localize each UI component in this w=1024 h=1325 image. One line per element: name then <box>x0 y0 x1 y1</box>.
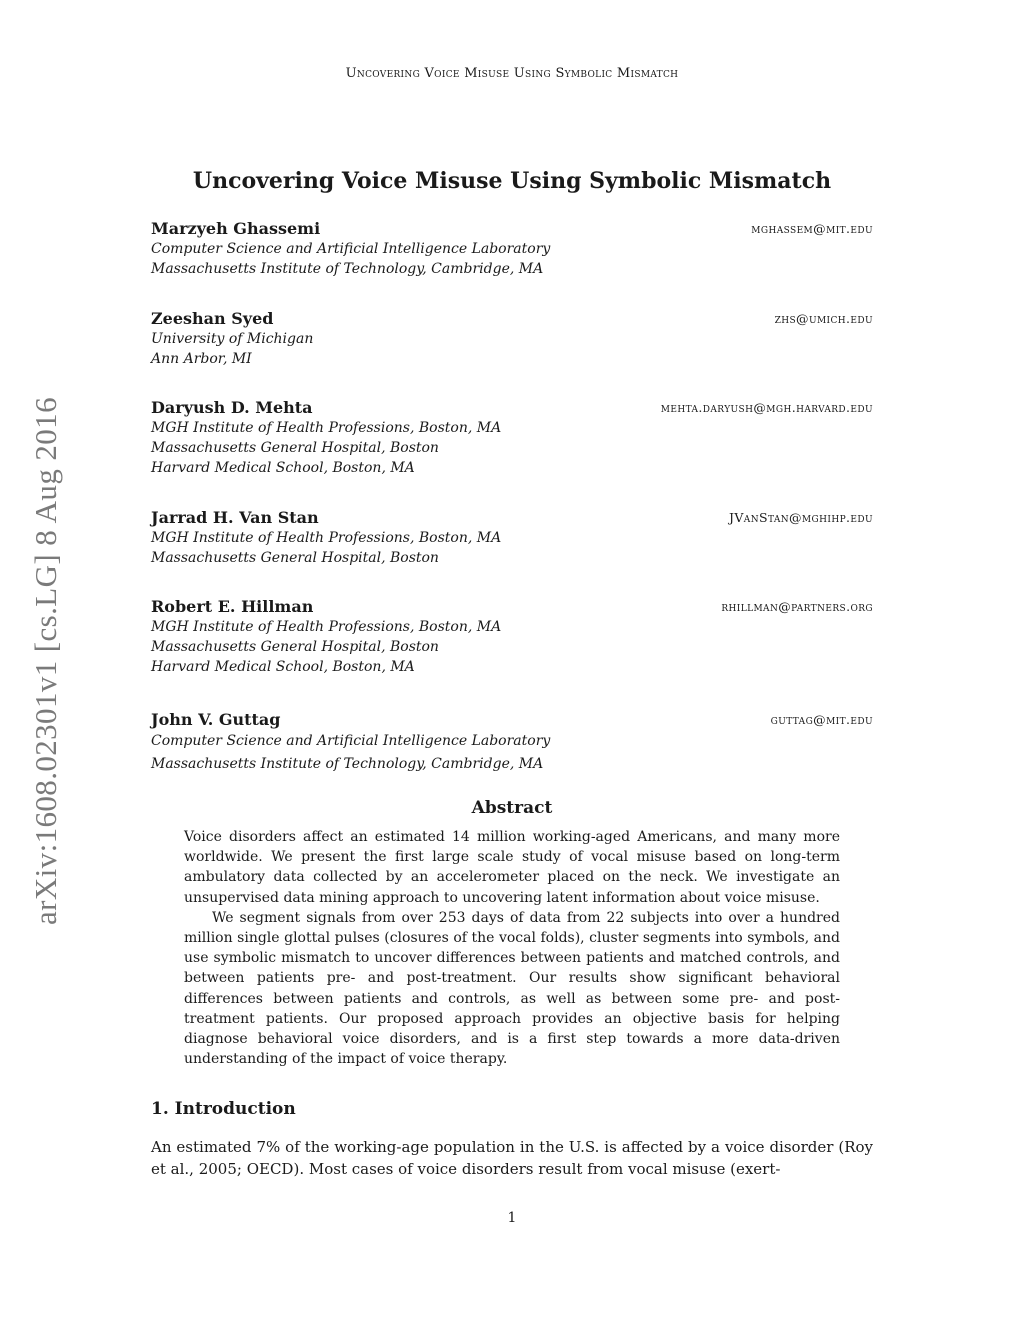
abstract-paragraph: We segment signals from over 253 days of data from 22 subjects into over a hundred million single glottal pulses (closures of the vocal folds), cluster segments into symbols, and use symbolic mismatch to uncover differences between patients and matched controls, and between patients pre- and post-treatment. Our results show significant behavioral differences between patients and controls, as well as between some pre- and post-treatment patients. Our proposed approach provides an objective basis for helping diagnose behavioral voice disorders, and is a first step towards a more data-driven understanding of the impact of voice therapy. <box>184 909 840 1068</box>
author-block <box>151 710 873 776</box>
author-block <box>151 508 873 568</box>
author-affiliation: Massachusetts Institute of Technology, Cambridge, MA <box>151 261 544 277</box>
arxiv-identifier: arXiv:1608.02301v1 [cs.LG] 8 Aug 2016 <box>28 397 63 925</box>
author-block <box>151 597 873 677</box>
page-number: 1 <box>507 1210 517 1226</box>
running-head: Uncovering Voice Misuse Using Symbolic Mismatch <box>345 66 679 81</box>
author-email: mghassem@mit.edu <box>751 221 873 236</box>
author-affiliation: Computer Science and Artificial Intelligence Laboratory <box>151 733 551 749</box>
author-name: John V. Guttag <box>151 710 281 729</box>
author-email: mehta.daryush@mgh.harvard.edu <box>660 400 873 415</box>
author-affiliation: MGH Institute of Health Professions, Boston, MA <box>151 420 502 436</box>
abstract-paragraph: Voice disorders affect an estimated 14 million working-aged Americans, and many more worldwide. We present the first large scale study of vocal misuse based on long-term ambulatory data collected by an accelerometer placed on the neck. We investigate an unsupervised data mining approach to uncovering latent information about voice misuse. <box>184 829 840 906</box>
author-affiliation: Massachusetts General Hospital, Boston <box>151 550 439 566</box>
author-block <box>151 398 873 478</box>
author-affiliation: Computer Science and Artificial Intelligence Laboratory <box>151 241 551 257</box>
author-email: rhillman@partners.org <box>721 599 873 614</box>
author-affiliation: MGH Institute of Health Professions, Boston, MA <box>151 530 502 546</box>
author-affiliation: Ann Arbor, MI <box>151 351 252 367</box>
paper-title: Uncovering Voice Misuse Using Symbolic Mismatch <box>192 168 832 194</box>
author-block <box>151 219 873 279</box>
section-heading: 1. Introduction <box>151 1099 296 1119</box>
author-name: Zeeshan Syed <box>151 309 274 328</box>
author-email: zhs@umich.edu <box>774 311 873 326</box>
abstract-heading: Abstract <box>471 798 553 818</box>
author-email: guttag@mit.edu <box>770 712 873 727</box>
author-affiliation: Harvard Medical School, Boston, MA <box>151 460 415 476</box>
author-email: JVanStan@mghihp.edu <box>728 510 873 525</box>
author-affiliation: Massachusetts Institute of Technology, Cambridge, MA <box>151 756 544 772</box>
author-affiliation: University of Michigan <box>151 331 314 347</box>
abstract-body <box>184 827 840 1069</box>
author-name: Robert E. Hillman <box>151 597 314 616</box>
author-affiliation: Massachusetts General Hospital, Boston <box>151 440 439 456</box>
author-affiliation: Harvard Medical School, Boston, MA <box>151 659 415 675</box>
introduction-text: An estimated 7% of the working-age population in the U.S. is affected by a voice disorder (Roy et al., 2005; OECD). Most cases of voice disorders result from vocal misuse (exert- <box>151 1138 873 1178</box>
author-name: Daryush D. Mehta <box>151 398 313 417</box>
author-block <box>151 309 873 369</box>
author-affiliation: MGH Institute of Health Professions, Boston, MA <box>151 619 502 635</box>
author-affiliation: Massachusetts General Hospital, Boston <box>151 639 439 655</box>
author-name: Marzyeh Ghassemi <box>151 219 321 238</box>
arxiv-stamp <box>22 355 64 925</box>
author-name: Jarrad H. Van Stan <box>151 508 319 527</box>
